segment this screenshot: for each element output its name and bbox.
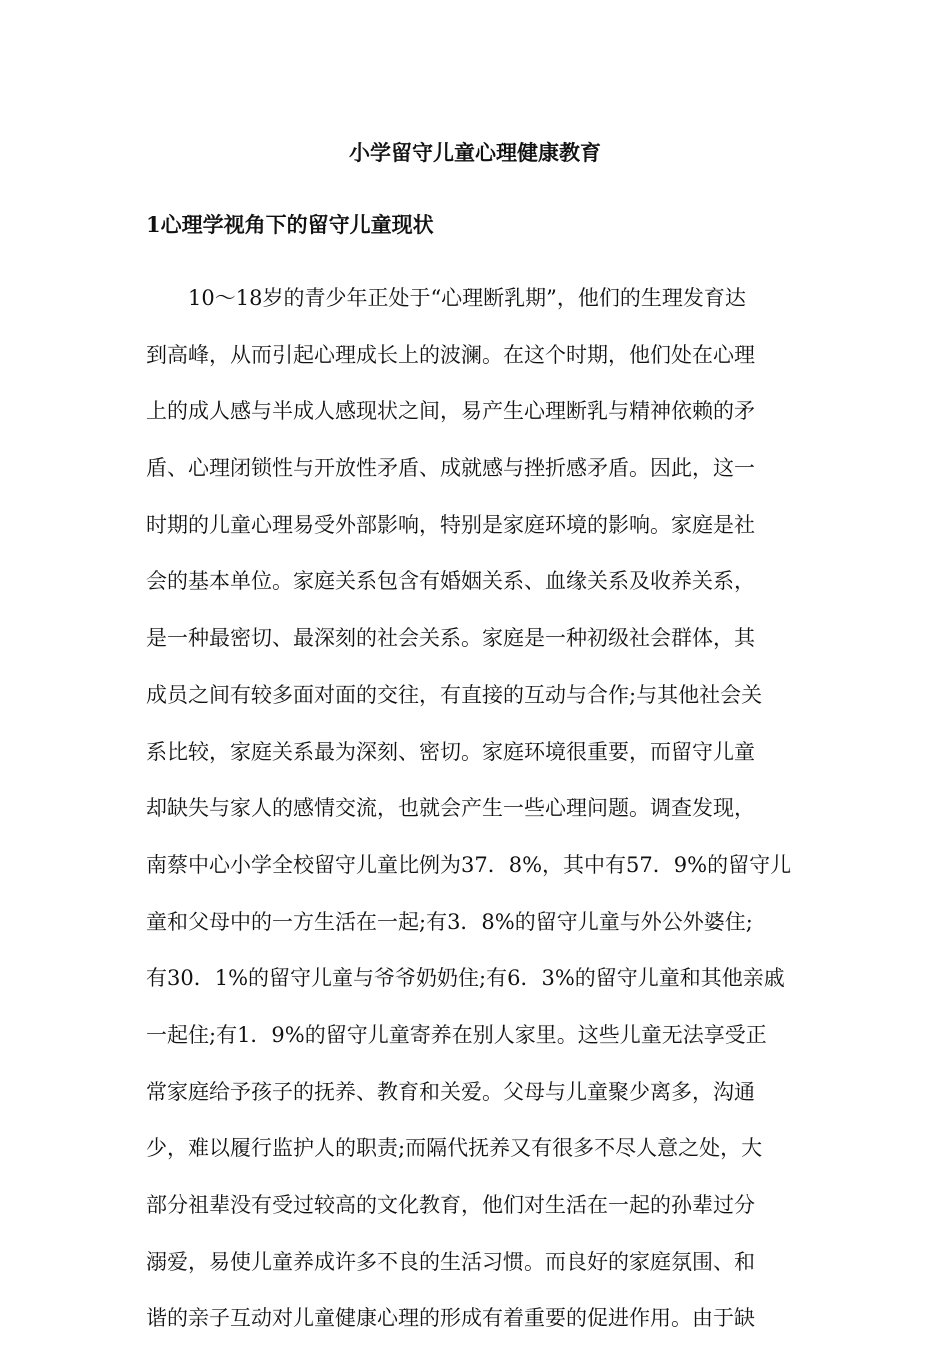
section-heading: 1心理学视角下的留守儿童现状 — [146, 212, 434, 237]
paragraph-line: 南蔡中心小学全校留守儿童比例为37．8%，其中有57．9%的留守儿 — [146, 852, 792, 877]
document-title: 小学留守儿童心理健康教育 — [349, 140, 601, 165]
paragraph-line: 一起住;有1．9%的留守儿童寄养在别人家里。这些儿童无法享受正 — [146, 1022, 767, 1047]
paragraph-line: 时期的儿童心理易受外部影响，特别是家庭环境的影响。家庭是社 — [146, 512, 755, 537]
paragraph-line: 溺爱，易使儿童养成许多不良的生活习惯。而良好的家庭氛围、和 — [146, 1249, 755, 1274]
paragraph-line: 常家庭给予孩子的抚养、教育和关爱。父母与儿童聚少离多，沟通 — [146, 1079, 755, 1104]
paragraph-line: 有30．1%的留守儿童与爷爷奶奶住;有6．3%的留守儿童和其他亲戚 — [146, 966, 785, 991]
paragraph-line: 会的基本单位。家庭关系包含有婚姻关系、血缘关系及收养关系， — [146, 569, 755, 594]
paragraph — [146, 279, 826, 1356]
paragraph-line: 部分祖辈没有受过较高的文化教育，他们对生活在一起的孙辈过分 — [146, 1193, 755, 1217]
paragraph-line: 谐的亲子互动对儿童健康心理的形成有着重要的促进作用。由于缺 — [146, 1306, 755, 1331]
paragraph-line: 上的成人感与半成人感现状之间，易产生心理断乳与精神依赖的矛 — [146, 399, 755, 424]
paragraph-line: 盾、心理闭锁性与开放性矛盾、成就感与挫折感矛盾。因此，这一 — [146, 456, 755, 481]
paragraph-line: 成员之间有较多面对面的交往，有直接的互动与合作;与其他社会关 — [146, 682, 763, 707]
paragraph-line: 童和父母中的一方生活在一起;有3．8%的留守儿童与外公外婆住; — [146, 909, 753, 934]
paragraph-line: 少，难以履行监护人的职责;而隔代抚养又有很多不尽人意之处，大 — [146, 1136, 763, 1161]
paragraph-line: 是一种最密切、最深刻的社会关系。家庭是一种初级社会群体，其 — [146, 626, 755, 651]
paragraph-line: 10～18岁的青少年正处于“心理断乳期”，他们的生理发育达 — [188, 286, 746, 310]
paragraph-line: 系比较，家庭关系最为深刻、密切。家庭环境很重要，而留守儿童 — [146, 739, 755, 764]
paragraph-line: 却缺失与家人的感情交流，也就会产生一些心理问题。调查发现， — [146, 796, 755, 821]
paragraph-line: 到高峰，从而引起心理成长上的波澜。在这个时期，他们处在心理 — [146, 342, 755, 367]
